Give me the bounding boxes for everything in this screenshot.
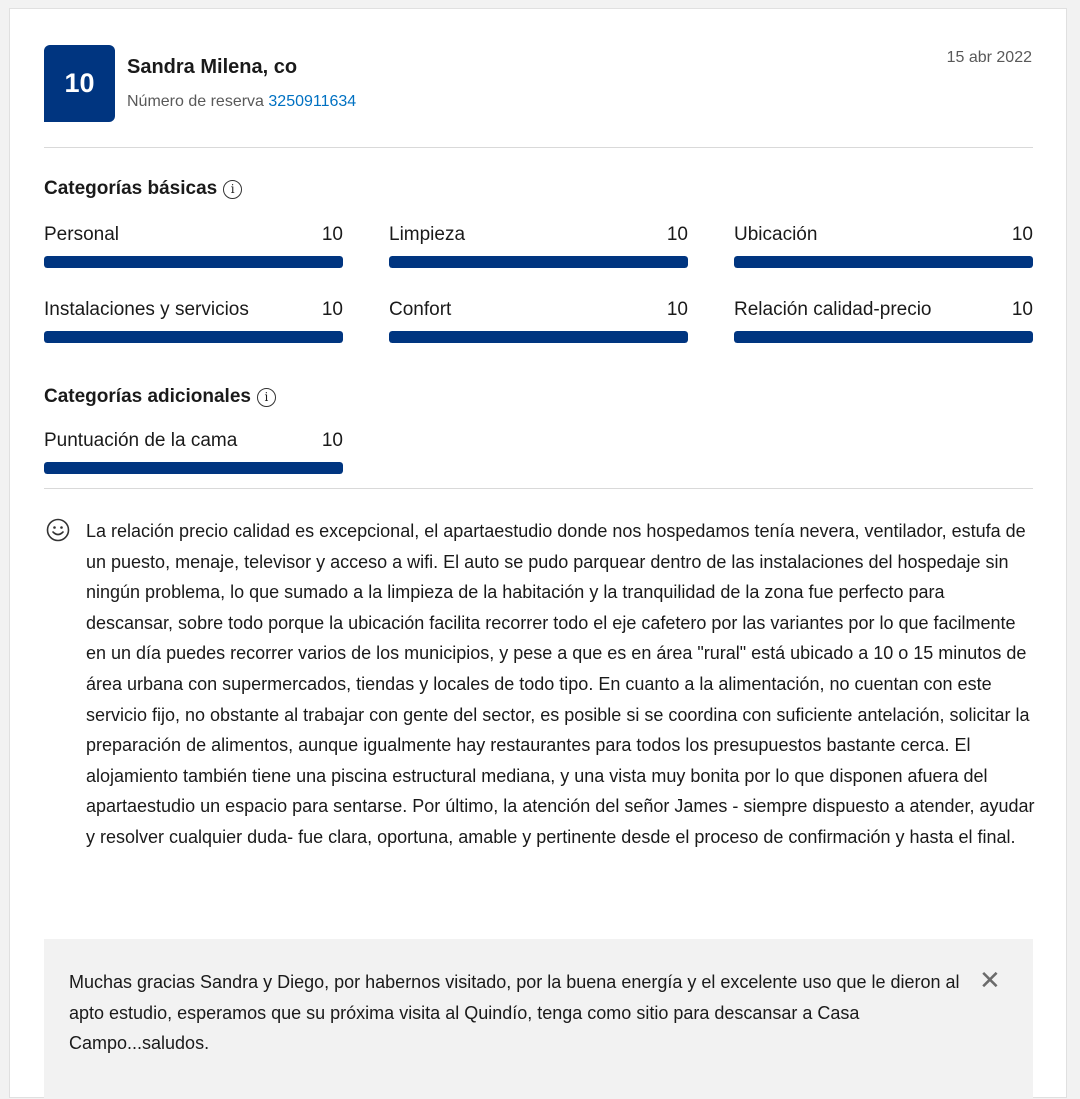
category-label: Puntuación de la cama (44, 430, 238, 451)
category-score: 10 (321, 224, 343, 245)
smiley-icon (46, 518, 70, 542)
score-bar (389, 256, 688, 268)
category-label: Limpieza (389, 224, 466, 245)
category-personal (44, 224, 343, 268)
guest-name: Sandra Milena, co (127, 56, 298, 78)
score-bar (389, 331, 688, 343)
info-icon[interactable]: i (257, 388, 276, 407)
category-label: Relación calidad-precio (734, 299, 932, 320)
score-badge: 10 (44, 45, 115, 122)
score-bar-fill (389, 331, 688, 343)
additional-categories-label: Categorías adicionales (44, 386, 251, 407)
review-comment: La relación precio calidad es excepcional, el apartaestudio donde nos hospedamos tenía nevera, ventilador, estufa de un puesto, menaje, televisor y acceso a wifi. El auto se pudo parquear dentro de las instalaciones del hospedaje sin ningún problema, lo que sumado a la limpieza de la habitación y la tranquilidad de la zona fue perfecto para descansar, sobre todo porque la ubicación facilita recorrer todo el eje cafetero por las variantes por lo que facilmente en un día puedes recorrer varios de los municipios, y pese a que es en área "rural" está ubicado a 10 o 15 minutos de área urbana con supermercados, tiendas y locales de todo tipo. En cuanto a la alimentación, no cuentan con este servicio fijo, no obstante al trabajar con gente del sector, es posible si se coordina con suficiente antelación, solicitar la preparación de alimentos, aunque igualmente hay restaurantes para todos los presupuestos bastante cerca. El alojamiento también tiene una piscina estructural mediana, y una vista muy bonita por lo que disponen afuera del apartaestudio un espacio para sentarse. Por último, la atención del señor James - siempre dispuesto a atender, ayudar y resolver cualquier duda- fue clara, oportuna, amable y pertinente desde el proceso de confirmación y hasta el final. (86, 521, 1035, 847)
property-reply (44, 939, 1033, 1099)
reservation-info (127, 93, 356, 111)
category-score: 10 (1011, 224, 1033, 245)
score-bar-fill (734, 331, 1033, 343)
category-label: Ubicación (734, 224, 818, 245)
category-score: 10 (321, 299, 343, 320)
review-date: 15 abr 2022 (946, 49, 1032, 66)
additional-categories-title (44, 386, 276, 408)
category-ubicacion (734, 224, 1033, 268)
reservation-label: Número de reserva (127, 93, 264, 110)
reply-text: Muchas gracias Sandra y Diego, por habernos visitado, por la buena energía y el excelente uso que le dieron al apto estudio, esperamos que su próxima visita al Quindío, tenga como sitio para descansar a Casa Campo...saludos. (69, 972, 960, 1053)
reservation-number-link[interactable]: 3250911634 (268, 93, 357, 110)
category-score: 10 (666, 224, 688, 245)
category-instalaciones (44, 299, 343, 343)
score-bar (44, 256, 343, 268)
category-score: 10 (321, 430, 343, 451)
category-label: Confort (389, 299, 452, 320)
score-bar-fill (44, 331, 343, 343)
category-score: 10 (1011, 299, 1033, 320)
info-icon[interactable]: i (223, 180, 242, 199)
score-bar-fill (734, 256, 1033, 268)
category-score: 10 (666, 299, 688, 320)
category-cama (44, 430, 343, 474)
basic-categories-title (44, 178, 242, 200)
basic-categories-label: Categorías básicas (44, 178, 218, 199)
category-limpieza (389, 224, 688, 268)
score-bar-fill (389, 256, 688, 268)
score-bar-fill (44, 462, 343, 474)
close-icon[interactable]: ✕ (979, 965, 1001, 995)
category-confort (389, 299, 688, 343)
divider (44, 147, 1033, 148)
score-bar (734, 331, 1033, 343)
category-label: Instalaciones y servicios (44, 299, 249, 320)
score-bar (734, 256, 1033, 268)
score-bar-fill (44, 256, 343, 268)
category-label: Personal (44, 224, 119, 245)
score-bar (44, 331, 343, 343)
divider (44, 488, 1033, 489)
category-calidad-precio (734, 299, 1033, 343)
score-bar (44, 462, 343, 474)
